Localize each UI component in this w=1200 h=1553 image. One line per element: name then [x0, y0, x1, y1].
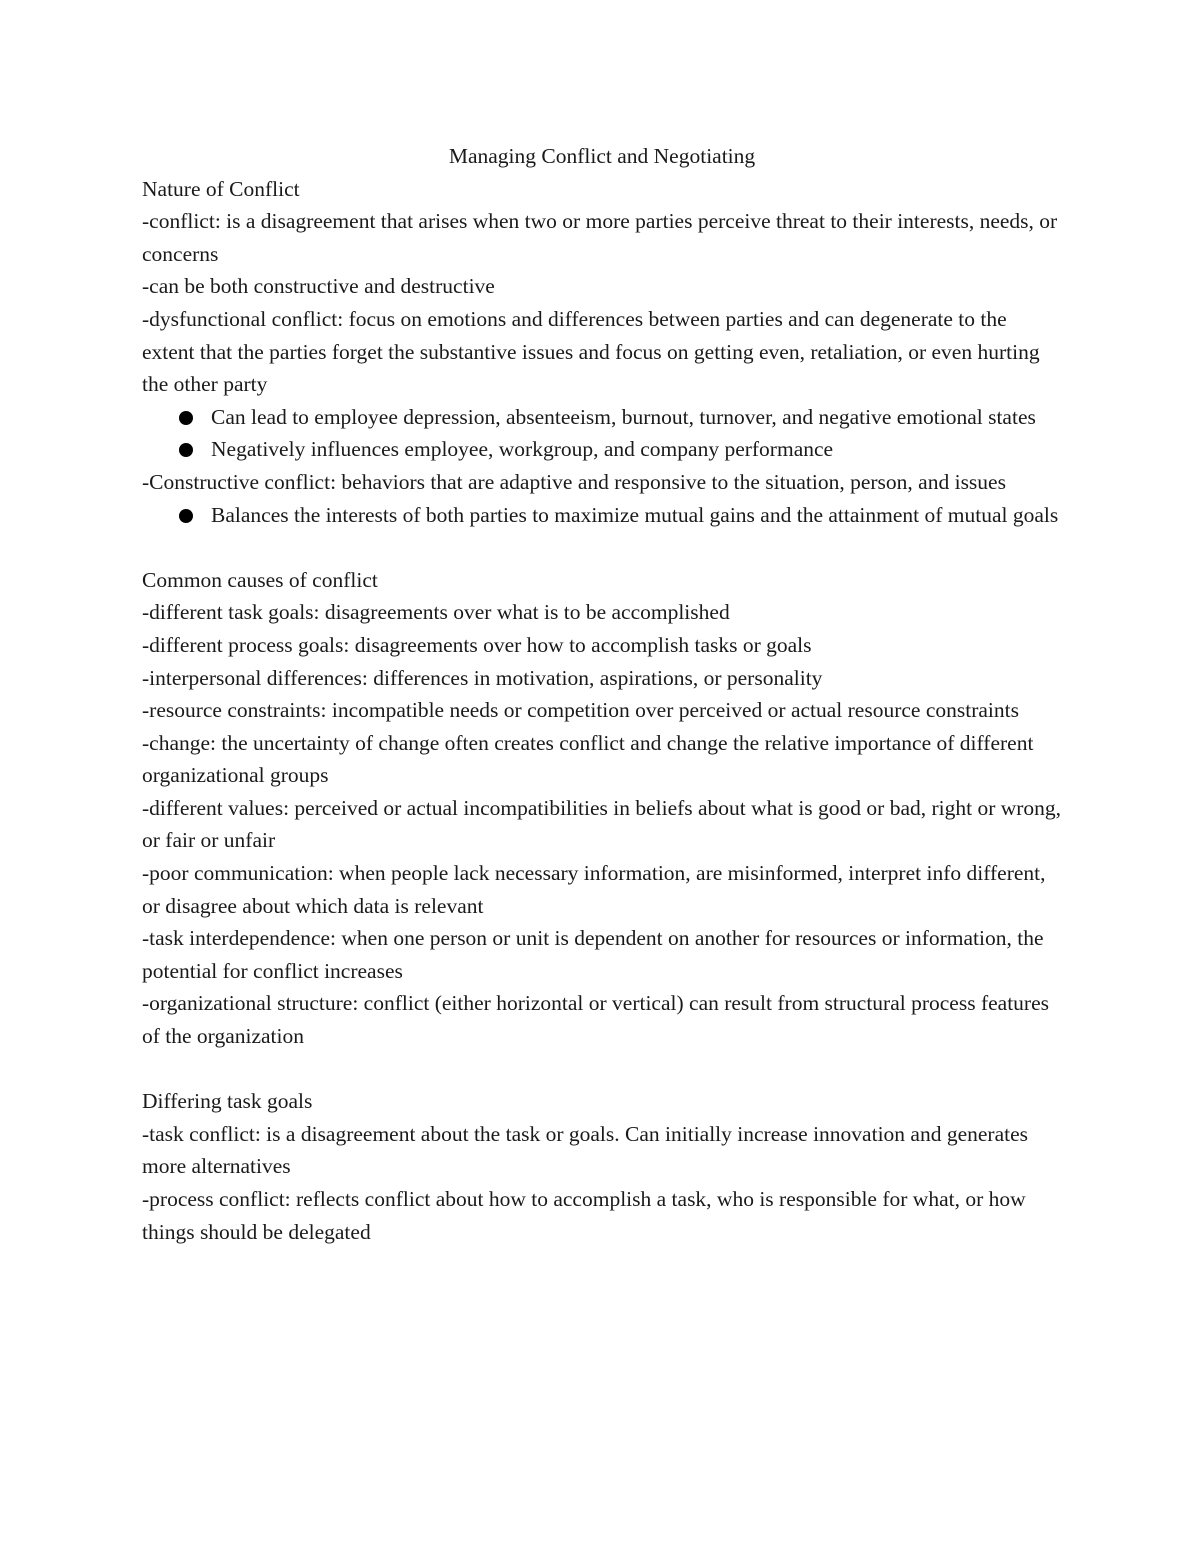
document-page	[142, 140, 1062, 1248]
bullet-item	[142, 499, 1062, 532]
paragraph: -can be both constructive and destructive	[142, 274, 495, 299]
bullet-list	[142, 499, 1062, 532]
section-heading: Nature of Conflict	[142, 176, 300, 201]
paragraph: -dysfunctional conflict: focus on emotions and differences between parties and can degenerate to the extent that the parties forget the substantive issues and focus on getting even, retaliation, or even hurting the other party	[142, 306, 1040, 397]
blank-line	[142, 531, 1062, 564]
paragraph: -conflict: is a disagreement that arises when two or more parties perceive threat to their interests, needs, or concerns	[142, 209, 1058, 266]
paragraph: -interpersonal differences: differences in motivation, aspirations, or personality	[142, 665, 823, 690]
bullet-item	[142, 401, 1062, 434]
document-title: Managing Conflict and Negotiating	[448, 144, 756, 168]
paragraph: -organizational structure: conflict (either horizontal or vertical) can result from structural process features of the organization	[142, 991, 1049, 1049]
paragraph: -task conflict: is a disagreement about the task or goals. Can initially increase innovation and generates more alternatives	[142, 1121, 1029, 1179]
paragraph: -different task goals: disagreements over what is to be accomplished	[142, 600, 730, 625]
section-heading: Common causes of conflict	[142, 567, 378, 592]
section-nature-of-conflict	[142, 173, 1062, 532]
bullet-text: Negatively influences employee, workgroup, and company performance	[211, 437, 834, 462]
bullet-list	[142, 401, 1062, 466]
bullet-text: Can lead to employee depression, absenteeism, burnout, turnover, and negative emotional states	[211, 404, 1036, 429]
bullet-icon	[179, 411, 193, 425]
bullet-text: Balances the interests of both parties to maximize mutual gains and the attainment of mutual goals	[211, 502, 1059, 527]
bullet-item	[142, 433, 1062, 466]
bullet-icon	[179, 509, 193, 523]
paragraph: -poor communication: when people lack necessary information, are misinformed, interpret info different, or disagree about which data is relevant	[142, 861, 1046, 918]
paragraph: -resource constraints: incompatible needs or competition over perceived or actual resource constraints	[142, 698, 1019, 723]
section-differing-task-goals	[142, 1085, 1062, 1248]
paragraph: -process conflict: reflects conflict about how to accomplish a task, who is responsible for what, or how things should be delegated	[142, 1187, 1026, 1244]
blank-line	[142, 1053, 1062, 1086]
paragraph: -different values: perceived or actual incompatibilities in beliefs about what is good or bad, right or wrong, or fair or unfair	[142, 795, 1062, 853]
bullet-icon	[179, 443, 193, 457]
paragraph: -Constructive conflict: behaviors that are adaptive and responsive to the situation, person, and issues	[142, 469, 1006, 494]
paragraph: -different process goals: disagreements over how to accomplish tasks or goals	[142, 632, 812, 657]
paragraph: -change: the uncertainty of change often creates conflict and change the relative importance of different organizational groups	[142, 730, 1034, 788]
section-heading: Differing task goals	[142, 1089, 313, 1114]
paragraph: -task interdependence: when one person or unit is dependent on another for resources or information, the potential for conflict increases	[142, 926, 1044, 983]
section-common-causes	[142, 564, 1062, 1053]
